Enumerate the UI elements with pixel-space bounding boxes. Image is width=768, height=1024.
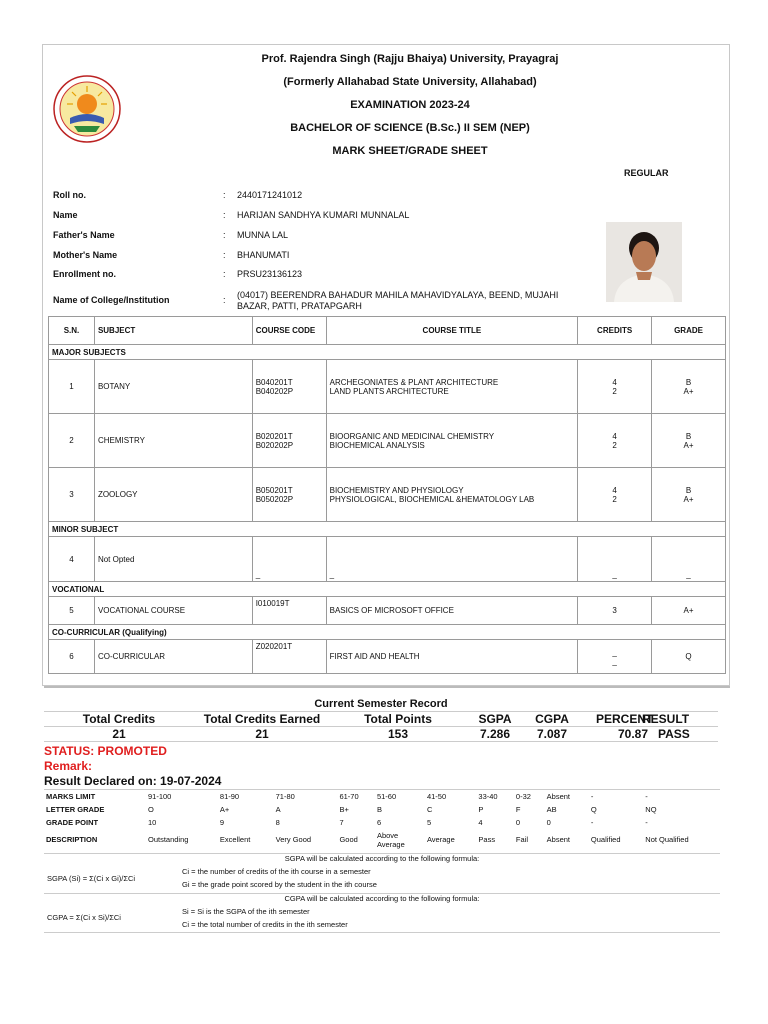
info-roll-no: Roll no. : 2440171241012 (53, 190, 303, 200)
info-name: Name : HARIJAN SANDHYA KUMARI MUNNALAL (53, 210, 410, 220)
info-mother-name: Mother's Name : BHANUMATI (53, 250, 290, 260)
sgpa-formula-block: SGPA will be calculated according to the following formula: SGPA (Si) = Σ(Ci x Gi)/ΣCi Ci = the number of credits of the ith course in a semester Gi = the grade point scored by the student in the ith course (44, 853, 720, 893)
table-row: 4 Not Opted _ _ _ _ (49, 537, 726, 582)
result-declared-date: Result Declared on: 19-07-2024 (44, 774, 222, 788)
university-name: Prof. Rajendra Singh (Rajju Bhaiya) University, Prayagraj (261, 53, 559, 65)
grading-scale-table (44, 789, 720, 851)
info-father-name: Father's Name : MUNNA LAL (53, 230, 289, 240)
grade-point-row: GRADE POINT 10 9 8 7 6 5 4 0 0 - - (46, 817, 648, 827)
record-title: Current Semester Record (44, 698, 718, 712)
former-name: (Formerly Allahabad State University, Allahabad) (283, 76, 537, 88)
section-cocurricular: CO-CURRICULAR (Qualifying) (49, 625, 726, 640)
status-label: STATUS: PROMOTED (44, 744, 167, 758)
student-photo (606, 222, 682, 302)
table-row: 6 CO-CURRICULAR Z020201T FIRST AID AND HEALTH _ _ Q (49, 640, 726, 674)
document-title: MARK SHEET/GRADE SHEET (332, 145, 488, 157)
section-divider (44, 686, 730, 688)
info-college: Name of College/Institution : (04017) BEERENDRA BAHADUR MAHILA MAHAVIDYALAYA, BEEND, MUJAHI BAZAR, PATTI, PRATAPGARH (53, 290, 559, 311)
table-row: 2 CHEMISTRY B020201T B020202P BIOORGANIC AND MEDICINAL CHEMISTRY BIOCHEMICAL ANALYSIS 4 2 B A+ (49, 414, 726, 468)
section-major: MAJOR SUBJECTS (49, 345, 726, 360)
letter-grade-row: LETTER GRADE O A+ A B+ B C P F AB Q NQ (46, 804, 657, 814)
cgpa-formula-block: CGPA will be calculated according to the following formula: CGPA = Σ(Ci x Si)/ΣCi Si = Si is the SGPA of the ith semester Ci = the total number of credits in the ith semester (44, 893, 720, 933)
subjects-table (48, 316, 726, 674)
student-type-label: REGULAR (624, 168, 669, 178)
table-row: 3 ZOOLOGY B050201T B050202P BIOCHEMISTRY AND PHYSIOLOGY PHYSIOLOGICAL, BIOCHEMICAL &HEMATOLOGY LAB 4 2 B A+ (49, 468, 726, 522)
section-minor: MINOR SUBJECT (49, 522, 726, 537)
section-vocational: VOCATIONAL (49, 582, 726, 597)
table-row: 1 BOTANY B040201T B040202P ARCHEGONIATES & PLANT ARCHITECTURE LAND PLANTS ARCHITECTURE 4 2 B A+ (49, 360, 726, 414)
table-row: 5 VOCATIONAL COURSE I010019T BASICS OF MICROSOFT OFFICE 3 A+ (49, 597, 726, 625)
course-title: BACHELOR OF SCIENCE (B.Sc.) II SEM (NEP) (290, 122, 530, 134)
record-value-row: 21 21 153 7.286 7.087 70.87 PASS (44, 727, 718, 742)
info-enrollment-no: Enrollment no. : PRSU23136123 (53, 269, 303, 279)
remark-label: Remark: (44, 759, 93, 773)
university-logo-icon (52, 74, 122, 144)
marks-limit-row: MARKS LIMIT 91-100 81-90 71-80 61-70 51-60 41-50 33-40 0-32 Absent - - (44, 790, 720, 803)
description-row: DESCRIPTION Outstanding Excellent Very Good Good Above Average Average Pass Fail Absent Qualified Not Qualified (46, 830, 689, 849)
semester-record (44, 698, 718, 742)
examination-title: EXAMINATION 2023-24 (350, 99, 470, 111)
record-header-row: Total Credits Total Credits Earned Total Points SGPA CGPA PERCENT RESULT (44, 712, 718, 727)
table-header-row: S.N. SUBJECT COURSE CODE COURSE TITLE CREDITS GRADE (49, 317, 726, 345)
